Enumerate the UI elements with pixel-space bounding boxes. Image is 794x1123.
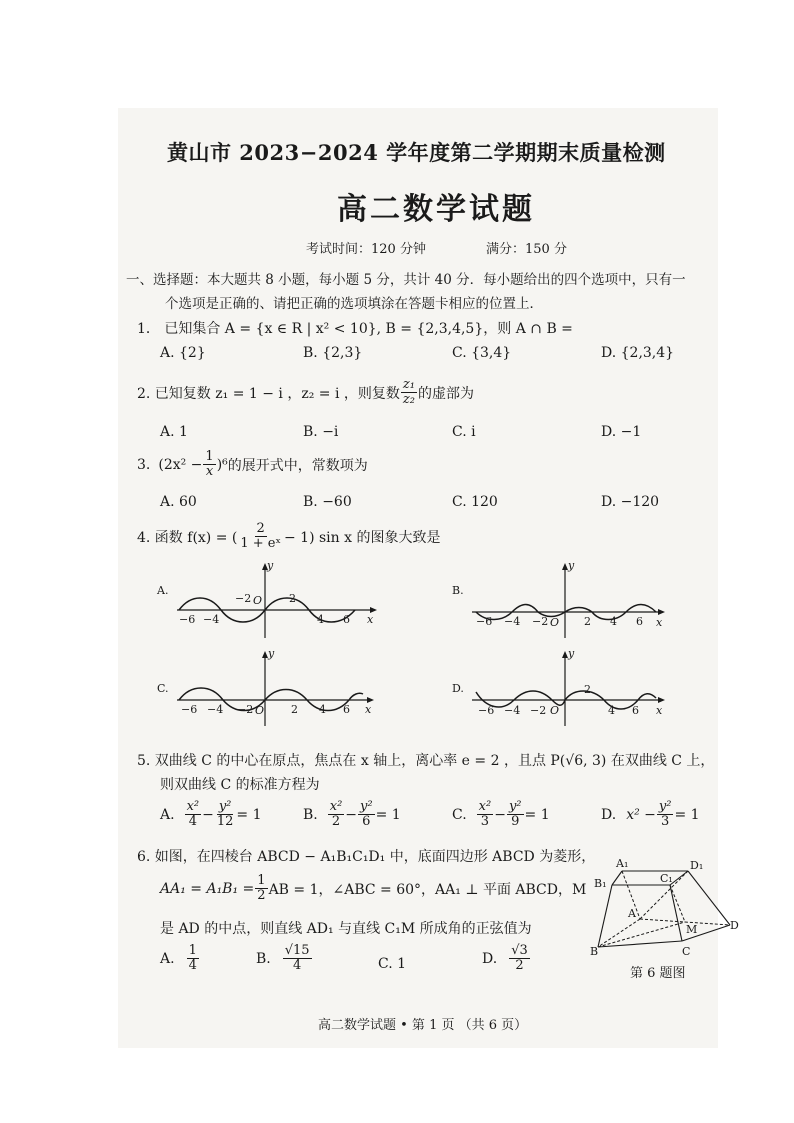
q3-expr-post: )⁶ xyxy=(216,456,228,473)
q6-figure xyxy=(590,855,740,960)
q5-a-label: A. xyxy=(160,806,175,823)
edge-c1-m xyxy=(670,885,685,922)
q2-frac-num: z₁ xyxy=(402,377,415,392)
label-m: M xyxy=(686,923,698,936)
graph-d-x-arrow xyxy=(658,697,665,703)
label-c1: C₁ xyxy=(660,872,673,885)
q6-b-num: √15 xyxy=(284,943,310,958)
q4-graph-d xyxy=(450,648,675,728)
graph-c-tick-n4: −4 xyxy=(207,703,224,716)
q6-b-frac xyxy=(283,944,312,974)
q5-b-n2: y² xyxy=(360,799,373,814)
q5-d-label: D. xyxy=(601,806,617,823)
label-a1: A₁ xyxy=(616,857,629,870)
q6-a-num: 1 xyxy=(188,943,197,958)
q5-d-frac2 xyxy=(657,800,674,830)
q6-a-label: A. xyxy=(160,950,175,967)
q2-fraction xyxy=(401,378,417,408)
q2-option-c: C. i xyxy=(452,424,476,440)
q5-b-frac1 xyxy=(328,800,345,830)
q5-option-a xyxy=(160,800,261,830)
edge-a-b xyxy=(598,919,640,947)
section-instructions-line2: 个选项是正确的、请把正确的选项填涂在答题卡相应的位置上． xyxy=(165,296,543,312)
graph-d-y-label: y xyxy=(568,648,575,660)
q3-stem-post: 的展开式中，常数项为 xyxy=(227,457,368,474)
q5-c-minus: − xyxy=(494,806,506,823)
q4-graph-a xyxy=(155,560,380,640)
q3-option-d: D. −120 xyxy=(601,494,660,510)
graph-b-tick-4: 4 xyxy=(610,615,617,628)
q5-a-frac1 xyxy=(185,800,202,830)
q2-option-d: D. −1 xyxy=(601,424,642,440)
graph-d-origin: O xyxy=(550,704,560,717)
q2-option-b: B. −i xyxy=(303,424,339,440)
graph-a-tick-2: 2 xyxy=(289,592,296,605)
q6-option-c: C. 1 xyxy=(378,956,407,972)
graph-b-y-label: y xyxy=(568,560,575,572)
q5-c-d2: 9 xyxy=(511,814,520,830)
q5-a-n2: y² xyxy=(218,799,232,814)
q5-line2: 则双曲线 C 的标准方程为 xyxy=(160,777,320,793)
q3-number: 3. xyxy=(137,456,151,473)
label-c: C xyxy=(682,945,691,958)
q5-line1: 5. 双曲线 C 的中心在原点，焦点在 x 轴上，离心率 e = 2 ，且点 P(√6, 3) 在双曲线 C 上， xyxy=(137,753,715,769)
graph-b-label: B. xyxy=(452,584,464,597)
q6-a-den: 4 xyxy=(188,958,197,974)
exam-time: 考试时间：120 分钟 xyxy=(306,242,426,257)
graph-d-tick-n2: −2 xyxy=(530,704,547,717)
q4-graph-c xyxy=(155,648,380,728)
graph-c-tick-n2: −2 xyxy=(237,703,254,716)
graph-c-label: C. xyxy=(157,682,169,695)
graph-c-origin: O xyxy=(255,704,265,717)
q5-d-d2: 3 xyxy=(661,814,670,830)
graph-a-tick-n2: −2 xyxy=(235,592,252,605)
edge-c1-c xyxy=(670,885,682,941)
graph-d-tick-6: 6 xyxy=(632,704,639,717)
q2-option-a: A. 1 xyxy=(160,424,188,440)
label-d: D xyxy=(730,919,739,932)
graph-c-y-label: y xyxy=(268,648,275,660)
q5-option-c xyxy=(452,800,550,830)
q4-stem-post: − 1) sin x 的图象大致是 xyxy=(284,529,441,546)
label-b: B xyxy=(590,945,599,958)
graph-b-tick-n2: −2 xyxy=(532,615,549,628)
q6-b-den: 4 xyxy=(293,958,302,974)
q5-b-label: B. xyxy=(303,806,318,823)
q3-option-c: C. 120 xyxy=(452,494,498,510)
q6-line2-frac-den: 2 xyxy=(257,888,266,904)
q5-c-frac1 xyxy=(477,800,494,830)
graph-d-tick-n4: −4 xyxy=(504,704,521,717)
q6-d-den: 2 xyxy=(515,958,524,974)
q5-a-n1: x² xyxy=(186,799,200,814)
q1-option-a: A. {2} xyxy=(160,345,206,361)
q5-c-eq: = 1 xyxy=(524,806,550,823)
q6-figure-caption: 第 6 题图 xyxy=(630,966,686,981)
edge-d1-d xyxy=(688,871,730,925)
section-instructions-line1: 一、选择题：本大题共 8 小题，每小题 5 分，共计 40 分．每小题给出的四个选项中，只有一 xyxy=(126,272,686,288)
q6-d-frac xyxy=(509,944,530,974)
q6-b-label: B. xyxy=(256,950,271,967)
q6-line2-post: AB = 1，∠ABC = 60°，AA₁ ⊥ 平面 ABCD，M xyxy=(268,881,587,898)
q3-frac-num: 1 xyxy=(205,449,214,464)
q6-option-b xyxy=(256,944,313,974)
q5-c-frac2 xyxy=(507,800,524,830)
q2-stem-pre: 2. 已知复数 z₁ = 1 − i ，z₂ = i ，则复数 xyxy=(137,385,400,402)
q4-stem-pre: 4. 函数 f(x) = ( xyxy=(137,529,238,546)
q3-expr-pre: (2x² − xyxy=(158,456,203,473)
graph-c-x-label: x xyxy=(365,703,372,716)
q1-option-b: B. {2,3} xyxy=(303,345,363,361)
graph-d-x-label: x xyxy=(656,704,663,717)
label-b1: B₁ xyxy=(594,877,607,890)
q6-line2 xyxy=(160,874,586,904)
graph-b-tick-6: 6 xyxy=(636,615,643,628)
graph-a-tick-n4: −4 xyxy=(203,613,220,626)
edge-b-c xyxy=(598,941,682,947)
q5-b-frac2 xyxy=(358,800,375,830)
graph-b-x-label: x xyxy=(656,616,663,629)
full-score: 满分：150 分 xyxy=(486,242,567,257)
q4-graph-b xyxy=(450,560,675,640)
q6-a-frac xyxy=(187,944,199,974)
q4-frac-den: 1 + eˣ xyxy=(240,536,281,552)
q6-d-num: √3 xyxy=(511,943,528,958)
q6-option-d xyxy=(482,944,531,974)
q4-stem xyxy=(137,522,440,552)
q4-frac-num: 2 xyxy=(256,521,265,536)
q5-c-n1: x² xyxy=(478,799,492,814)
graph-b-origin: O xyxy=(550,616,560,629)
q6-d-label: D. xyxy=(482,950,498,967)
q1-option-c: C. {3,4} xyxy=(452,345,512,361)
graph-a-x-label: x xyxy=(367,613,374,626)
graph-d-label: D. xyxy=(452,682,464,695)
graph-b-x-arrow xyxy=(658,609,665,615)
q5-c-label: C. xyxy=(452,806,467,823)
graph-c-tick-2: 2 xyxy=(291,703,298,716)
q3-stem xyxy=(137,450,368,480)
q1-stem: 1． 已知集合 A = {x ∈ R | x² < 10}, B = {2,3,4,5}，则 A ∩ B = xyxy=(137,321,573,337)
q5-option-b xyxy=(303,800,401,830)
q5-a-minus: − xyxy=(202,806,214,823)
q6-line2-frac-num: 1 xyxy=(257,873,266,888)
q6-line1: 6. 如图，在四棱台 ABCD − A₁B₁C₁D₁ 中，底面四边形 ABCD 为菱形， xyxy=(137,849,596,865)
graph-b-tick-n6: −6 xyxy=(476,615,493,628)
q6-line2-frac xyxy=(255,874,267,904)
q3-frac-den: x xyxy=(205,464,214,480)
graph-a-label: A. xyxy=(157,584,169,597)
graph-a-origin: O xyxy=(253,594,263,607)
graph-d-tick-4: 4 xyxy=(608,704,615,717)
graph-c-tick-n6: −6 xyxy=(181,703,198,716)
q5-a-d2: 12 xyxy=(216,814,234,830)
graph-a-tick-6: 6 xyxy=(343,613,350,626)
q6-line2-pre: AA₁ = A₁B₁ = xyxy=(160,880,255,897)
q5-option-d xyxy=(601,800,700,830)
label-a: A xyxy=(628,907,636,920)
q5-d-n2: y² xyxy=(658,799,672,814)
q5-b-d2: 6 xyxy=(362,814,371,830)
q2-frac-den: z₂ xyxy=(402,392,415,408)
q6-line3: 是 AD 的中点，则直线 AD₁ 与直线 C₁M 所成角的正弦值为 xyxy=(160,921,532,937)
q3-fraction xyxy=(203,450,215,480)
q5-b-eq: = 1 xyxy=(375,806,401,823)
q5-c-d1: 3 xyxy=(480,814,490,830)
graph-d-tick-2: 2 xyxy=(584,683,591,696)
q5-a-frac2 xyxy=(215,800,236,830)
edge-b-m xyxy=(598,922,685,947)
graph-d-tick-n6: −6 xyxy=(478,704,495,717)
subject-title: 高二数学试题 xyxy=(337,192,535,227)
q5-c-n2: y² xyxy=(508,799,522,814)
graph-c-tick-6: 6 xyxy=(343,703,350,716)
edge-a1-b1 xyxy=(612,871,622,885)
q5-b-d1: 2 xyxy=(331,814,341,830)
q3-option-b: B. −60 xyxy=(303,494,352,510)
graph-b-tick-n4: −4 xyxy=(504,615,521,628)
graph-a-y-label: y xyxy=(267,560,274,572)
q5-d-pre: x² − xyxy=(626,806,656,823)
label-d1: D₁ xyxy=(690,859,704,872)
edge-b1-b xyxy=(598,885,612,947)
q4-fraction xyxy=(238,522,283,552)
graph-c-tick-4: 4 xyxy=(319,703,326,716)
q2-stem xyxy=(137,378,474,408)
q5-a-eq: = 1 xyxy=(236,806,262,823)
exam-title: 黄山市 2023−2024 学年度第二学期期末质量检测 xyxy=(167,140,666,165)
q5-a-d1: 4 xyxy=(188,814,197,830)
q5-d-eq: = 1 xyxy=(674,806,700,823)
q5-b-n1: x² xyxy=(329,799,343,814)
q6-option-a xyxy=(160,944,200,974)
graph-a-tick-4: 4 xyxy=(317,613,324,626)
q3-option-a: A. 60 xyxy=(160,494,197,510)
graph-b-tick-2: 2 xyxy=(584,615,591,628)
q1-option-d: D. {2,3,4} xyxy=(601,345,675,361)
page-footer: 高二数学试题 • 第 1 页 （共 6 页） xyxy=(318,1018,528,1033)
q2-stem-post: 的虚部为 xyxy=(417,385,474,402)
q5-b-minus: − xyxy=(345,806,358,823)
graph-a-tick-n6: −6 xyxy=(179,613,196,626)
